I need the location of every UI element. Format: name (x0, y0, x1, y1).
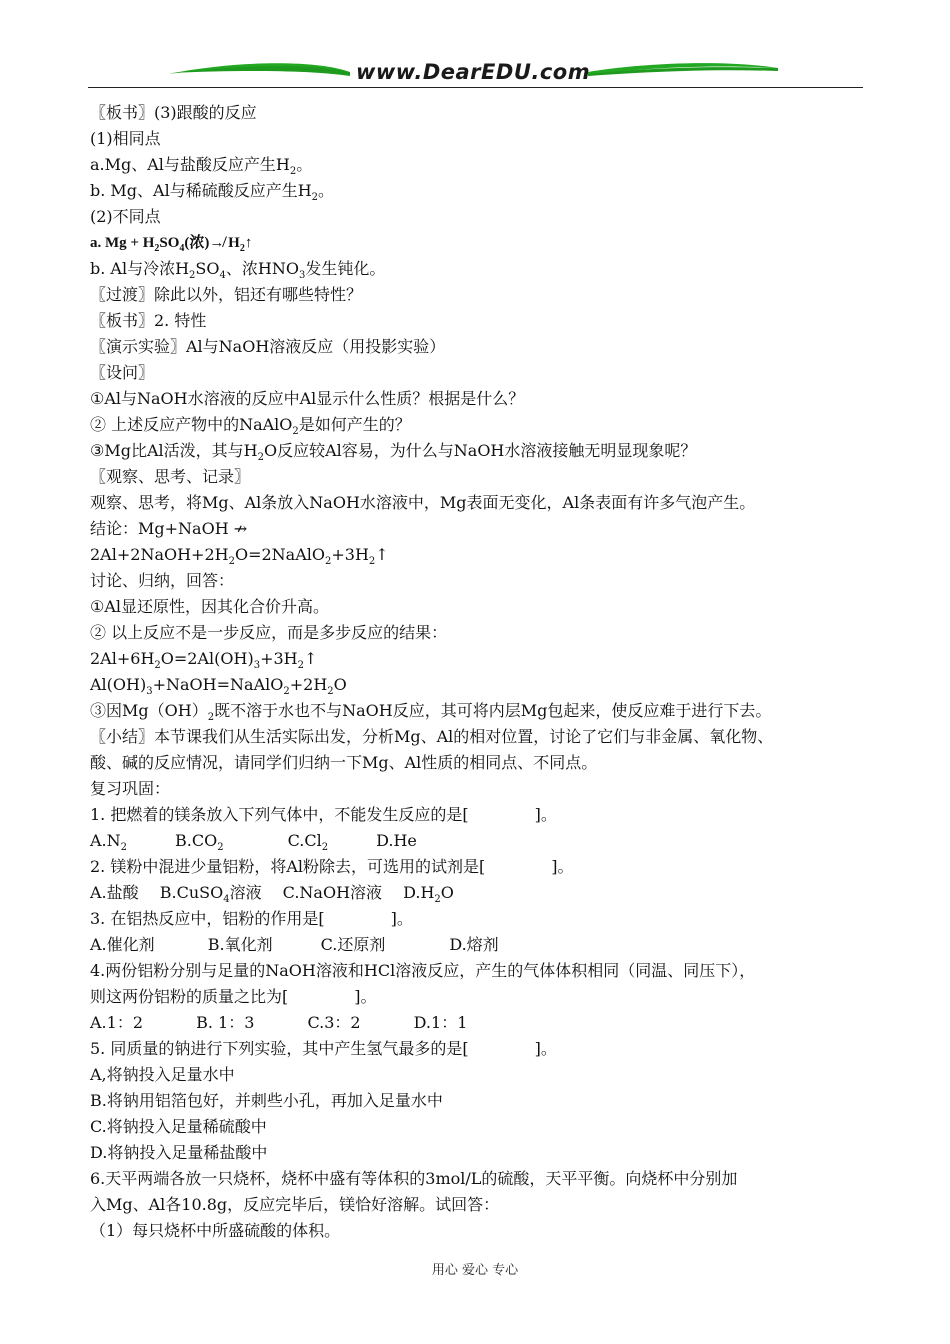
text-run: A.催化剂 B.氧化剂 C.还原剂 D.熔剂 (90, 935, 499, 954)
text-run: 入Mg、Al各10.8g，反应完毕后，镁恰好溶解。试回答： (90, 1195, 500, 1214)
subscript: 2 (289, 166, 297, 178)
text-line (90, 646, 870, 672)
text-run: 是如何产生的？ (298, 415, 411, 434)
text-run: 观察、思考，将Mg、Al条放入NaOH水溶液中，Mg表面无变化，Al条表面有许多气泡产生。 (90, 493, 756, 512)
text-line (90, 1218, 870, 1244)
text-run: 〖板书〗(3)跟酸的反应 (90, 103, 257, 122)
text-line (90, 282, 870, 308)
text-line (90, 672, 870, 698)
text-run: +2H (289, 675, 328, 694)
text-line (90, 412, 870, 438)
subscript: 4 (219, 270, 226, 282)
text-run: ]。 (354, 987, 377, 1006)
text-run: Al(OH) (90, 675, 147, 694)
text-run: 复习巩固： (90, 779, 171, 798)
text-run: O=2Al(OH) (160, 649, 254, 668)
text-run: 6.天平两端各放一只烧杯，烧杯中盛有等体积的3mol/L的硫酸，天平平衡。向烧杯中分别加 (90, 1169, 738, 1188)
text-run: +NaOH=NaAlO (152, 675, 284, 694)
text-run: 则这两份铝粉的质量之比为[ (90, 987, 289, 1006)
text-line (90, 360, 870, 386)
subscript: 3 (298, 270, 306, 282)
text-run: 3. 在铝热反应中，铝粉的作用是[ (90, 909, 325, 928)
subscript: 2 (325, 556, 332, 568)
text-run: ↑ (304, 649, 318, 668)
text-line (90, 490, 870, 516)
text-run: 〖小结〗本节课我们从生活实际出发，分析Mg、Al的相对位置，讨论了它们与非金属、氧化物、 (90, 727, 774, 746)
text-run: ↑ (375, 545, 389, 564)
text-line (90, 802, 870, 828)
text-run: D.He (328, 831, 417, 850)
text-line (90, 516, 870, 542)
text-line (90, 932, 870, 958)
text-line (90, 1140, 870, 1166)
text-run: a. Mg + H (90, 235, 155, 251)
text-line (90, 438, 870, 464)
text-run: 2Al+2NaOH+2H (90, 545, 229, 564)
text-run: 〖过渡〗除此以外，铝还有哪些特性？ (90, 285, 363, 304)
text-run: +3H (260, 649, 298, 668)
text-run: SO (195, 259, 220, 278)
text-line (90, 568, 870, 594)
page-header (88, 52, 863, 92)
text-run: 4.两份铝粉分别与足量的NaOH溶液和HCl溶液反应，产生的气体体积相同（同温、同压下）， (90, 961, 756, 980)
text-line (90, 984, 870, 1010)
text-run: B.CO (127, 831, 218, 850)
text-line (90, 1114, 870, 1140)
footer-text: 用心 爱心 专心 (431, 1263, 519, 1278)
subscript: 2 (283, 686, 290, 698)
text-line (90, 776, 870, 802)
text-line (90, 230, 870, 256)
text-run: SO (159, 235, 180, 251)
text-line (90, 854, 870, 880)
text-line (90, 204, 870, 230)
text-run: O反应较Al容易，为什么与NaOH水溶液接触无明显现象呢？ (263, 441, 697, 460)
text-line (90, 152, 870, 178)
text-run: 1. 把燃着的镁条放入下列气体中，不能发生反应的是[ (90, 805, 469, 824)
text-run: D.将钠投入足量稀盐酸中 (90, 1143, 268, 1162)
text-run: 2. 镁粉中混进少量铝粉，将Al粉除去，可选用的试剂是[ (90, 857, 486, 876)
text-run: C.将钠投入足量稀硫酸中 (90, 1117, 267, 1136)
text-line (90, 1192, 870, 1218)
text-run: +3H (331, 545, 369, 564)
text-run: ]。 (534, 1039, 557, 1058)
subscript: 2 (321, 842, 329, 854)
text-run: ①Al与NaOH水溶液的反应中Al显示什么性质？根据是什么？ (90, 389, 525, 408)
text-run: 、浓HNO (225, 259, 299, 278)
document-body (90, 100, 870, 1244)
subscript: 2 (217, 842, 224, 854)
text-line (90, 126, 870, 152)
text-run: b. Mg、Al与稀硫酸反应产生H (90, 181, 312, 200)
subscript: 2 (154, 243, 160, 254)
text-run: O (440, 883, 454, 902)
text-line (90, 594, 870, 620)
text-line (90, 256, 870, 282)
subscript: 2 (257, 452, 264, 464)
text-run: 。 (296, 155, 313, 174)
text-run: ② 以上反应不是一步反应，而是多步反应的结果： (90, 623, 448, 642)
text-run: ③Mg比Al活泼，其与H (90, 441, 258, 460)
text-run: A.1：2 B. 1：3 C.3：2 D.1：1 (90, 1013, 468, 1032)
text-run: (2)不同点 (90, 207, 161, 226)
text-run: ② 上述反应产物中的NaAlO (90, 415, 293, 434)
text-run: O (333, 675, 347, 694)
subscript: 2 (239, 243, 245, 254)
text-line (90, 308, 870, 334)
text-line (90, 178, 870, 204)
subscript: 2 (434, 894, 441, 906)
text-line (90, 334, 870, 360)
text-run: 发生钝化。 (305, 259, 386, 278)
text-run: 〖设问〗 (90, 363, 155, 382)
text-run: 既不溶于水也不与NaOH反应，其可将内层Mg包起来，使反应难于进行下去。 (214, 701, 772, 720)
subscript: 2 (297, 660, 304, 672)
text-run: 讨论、归纳，回答： (90, 571, 235, 590)
text-run: 。 (318, 181, 335, 200)
subscript: 2 (207, 712, 215, 724)
text-line (90, 1062, 870, 1088)
subscript: 3 (146, 686, 153, 698)
text-run: A,将钠投入足量水中 (90, 1065, 235, 1084)
text-line (90, 828, 870, 854)
text-line (90, 906, 870, 932)
text-line (90, 724, 870, 750)
text-run: ↑ (244, 235, 253, 251)
subscript: 2 (368, 556, 376, 568)
text-run: 5. 同质量的钠进行下列实验，其中产生氢气最多的是[ (90, 1039, 469, 1058)
subscript: 2 (327, 686, 334, 698)
text-run: B.将钠用铝箔包好，并刺些小孔，再加入足量水中 (90, 1091, 443, 1110)
text-run: a.Mg、Al与盐酸反应产生H (90, 155, 290, 174)
text-line (90, 880, 870, 906)
text-run: b. Al与冷浓H (90, 259, 190, 278)
text-line (90, 464, 870, 490)
text-run: ]。 (390, 909, 413, 928)
text-run: 〖观察、思考、记录〗 (90, 467, 251, 486)
text-line (90, 1010, 870, 1036)
text-run: （1）每只烧杯中所盛硫酸的体积。 (90, 1221, 341, 1240)
site-brand: www.DearEDU.com (356, 60, 591, 84)
text-run: 〖演示实验〗Al与NaOH溶液反应（用投影实验） (90, 337, 446, 356)
subscript: 2 (154, 660, 161, 672)
text-run: A.N (90, 831, 121, 850)
text-line (90, 750, 870, 776)
subscript: 4 (179, 243, 185, 254)
text-run: ①Al显还原性，因其化合价升高。 (90, 597, 330, 616)
subscript: 3 (253, 660, 261, 672)
text-run: (1)相同点 (90, 129, 161, 148)
text-run: 2Al+6H (90, 649, 155, 668)
text-run: ]。 (551, 857, 574, 876)
subscript: 2 (228, 556, 235, 568)
text-run: ③因Mg（OH） (90, 701, 208, 720)
text-run: 结论：Mg+NaOH ↛ (90, 519, 248, 538)
subscript: 4 (223, 894, 230, 906)
text-run: ]。 (534, 805, 557, 824)
header-rule (88, 87, 863, 88)
text-run: 溶液 C.NaOH溶液 D.H (229, 883, 435, 902)
subscript: 2 (189, 270, 196, 282)
text-run: O=2NaAlO (234, 545, 325, 564)
text-line (90, 1088, 870, 1114)
text-line (90, 1036, 870, 1062)
text-line (90, 620, 870, 646)
text-run: (浓)↛ H (184, 235, 240, 251)
text-line (90, 386, 870, 412)
subscript: 2 (292, 426, 299, 438)
text-line (90, 1166, 870, 1192)
text-run: 酸、碱的反应情况，请同学们归纳一下Mg、Al性质的相同点、不同点。 (90, 753, 598, 772)
text-run: C.Cl (223, 831, 322, 850)
subscript: 2 (311, 192, 319, 204)
text-run: A.盐酸 B.CuSO (90, 883, 224, 902)
text-run: 〖板书〗2. 特性 (90, 311, 207, 330)
text-line (90, 698, 870, 724)
subscript: 2 (120, 842, 128, 854)
text-line (90, 958, 870, 984)
text-line (90, 542, 870, 568)
text-line (90, 100, 870, 126)
